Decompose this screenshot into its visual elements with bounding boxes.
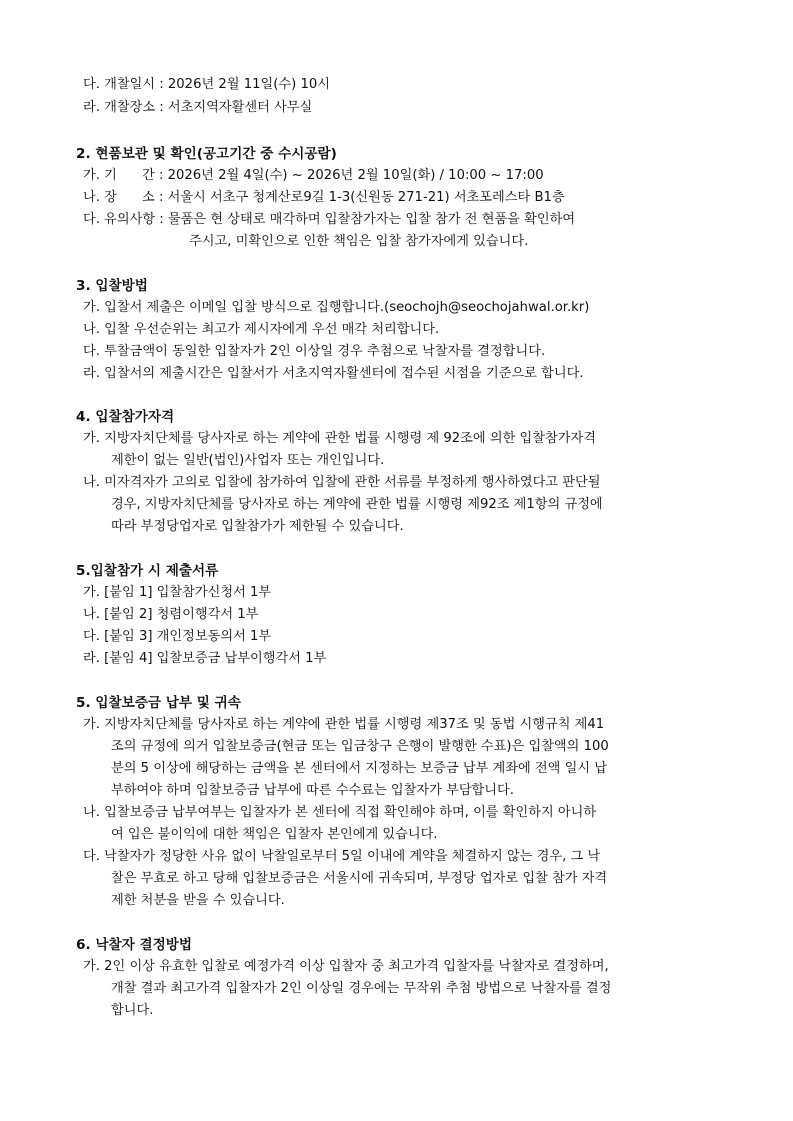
notice-line: 나. [붙임 2] 청렴이행각서 1부 — [83, 607, 259, 622]
notice-line: 다. 개찰일시 : 2026년 2월 11일(수) 10시 — [83, 77, 330, 92]
notice-line: 나. 입찰 우선순위는 최고가 제시자에게 우선 매각 처리합니다. — [83, 322, 440, 337]
notice-line: 개찰 결과 최고가격 입찰자가 2인 이상일 경우에는 무작위 추첨 방법으로 낙찰자를 결정 — [111, 981, 612, 996]
notice-line: 주시고, 미확인으로 인한 책임은 입찰 참가자에게 있습니다. — [189, 234, 529, 249]
notice-line: 가. 지방자치단체를 당사자로 하는 계약에 관한 법률 시행령 제 92조에 의한 입찰참가자격 — [83, 431, 596, 446]
notice-line: 가. 2인 이상 유효한 입찰로 예정가격 이상 입찰자 중 최고가격 입찰자를 낙찰자로 결정하며, — [83, 959, 609, 974]
notice-line: 제한 처분을 받을 수 있습니다. — [111, 893, 285, 908]
notice-line: 나. 장 소 : 서울시 서초구 청계산로9길 1-3(신원동 271-21) 서초포레스타 B1층 — [83, 190, 565, 205]
notice-line: 경우, 지방자치단체를 당사자로 하는 계약에 관한 법률 시행령 제92조 제1항의 규정에 — [111, 497, 603, 512]
notice-line: 합니다. — [111, 1003, 154, 1018]
notice-line: 나. 입찰보증금 납부여부는 입찰자가 본 센터에 직접 확인해야 하며, 이를 확인하지 아니하 — [83, 805, 597, 820]
section-heading: 4. 입찰참가자격 — [76, 409, 175, 425]
notice-line: 가. 입찰서 제출은 이메일 입찰 방식으로 집행합니다.(seochojh@seochojahwal.or.kr) — [83, 300, 590, 315]
notice-line: 다. 낙찰자가 정당한 사유 없이 낙찰일로부터 5일 이내에 계약을 체결하지 않는 경우, 그 낙 — [83, 849, 601, 864]
notice-line: 여 입은 불이익에 대한 책임은 입찰자 본인에게 있습니다. — [111, 827, 438, 842]
notice-line: 찰은 무효로 하고 당해 입찰보증금은 서울시에 귀속되며, 부정당 업자로 입찰 참가 자격 — [111, 871, 608, 886]
notice-line: 라. 개찰장소 : 서초지역자활센터 사무실 — [83, 100, 313, 115]
section-heading: 5. 입찰보증금 납부 및 귀속 — [76, 695, 241, 711]
notice-line: 따라 부정당업자로 입찰참가가 제한될 수 있습니다. — [111, 519, 404, 534]
notice-line: 가. 기 간 : 2026년 2월 4일(수) ~ 2026년 2월 10일(화) / 10:00 ~ 17:00 — [83, 168, 544, 183]
notice-line: 조의 규정에 의거 입찰보증금(현금 또는 입금창구 은행이 발행한 수표)은 입찰액의 100 — [111, 739, 609, 754]
section-heading: 3. 입찰방법 — [76, 278, 148, 294]
notice-line: 제한이 없는 일반(법인)사업자 또는 개인입니다. — [111, 453, 385, 468]
notice-line: 라. 입찰서의 제출시간은 입찰서가 서초지역자활센터에 접수된 시점을 기준으로 합니다. — [83, 366, 584, 381]
section-heading: 5.입찰참가 시 제출서류 — [76, 563, 219, 579]
notice-line: 다. [붙임 3] 개인정보동의서 1부 — [83, 629, 272, 644]
notice-line: 가. [붙임 1] 입찰참가신청서 1부 — [83, 585, 272, 600]
section-heading: 2. 현품보관 및 확인(공고기간 중 수시공람) — [76, 146, 337, 162]
notice-line: 나. 미자격자가 고의로 입찰에 참가하여 입찰에 관한 서류를 부정하게 행사하였다고 판단될 — [83, 475, 601, 490]
notice-line: 다. 투찰금액이 동일한 입찰자가 2인 이상일 경우 추첨으로 낙찰자를 결정합니다. — [83, 344, 546, 359]
notice-line: 가. 지방자치단체를 당사자로 하는 계약에 관한 법률 시행령 제37조 및 동법 시행규칙 제41 — [83, 717, 605, 732]
notice-line: 다. 유의사항 : 물품은 현 상태로 매각하며 입찰참가자는 입찰 참가 전 현품을 확인하여 — [83, 212, 576, 227]
notice-line: 부하여야 하며 입찰보증금 납부에 따른 수수료는 입찰자가 부담합니다. — [111, 783, 514, 798]
notice-line: 라. [붙임 4] 입찰보증금 납부이행각서 1부 — [83, 651, 327, 666]
section-heading: 6. 낙찰자 결정방법 — [76, 937, 193, 953]
notice-line: 분의 5 이상에 해당하는 금액을 본 센터에서 지정하는 보증금 납부 계좌에 전액 일시 납 — [111, 761, 608, 776]
